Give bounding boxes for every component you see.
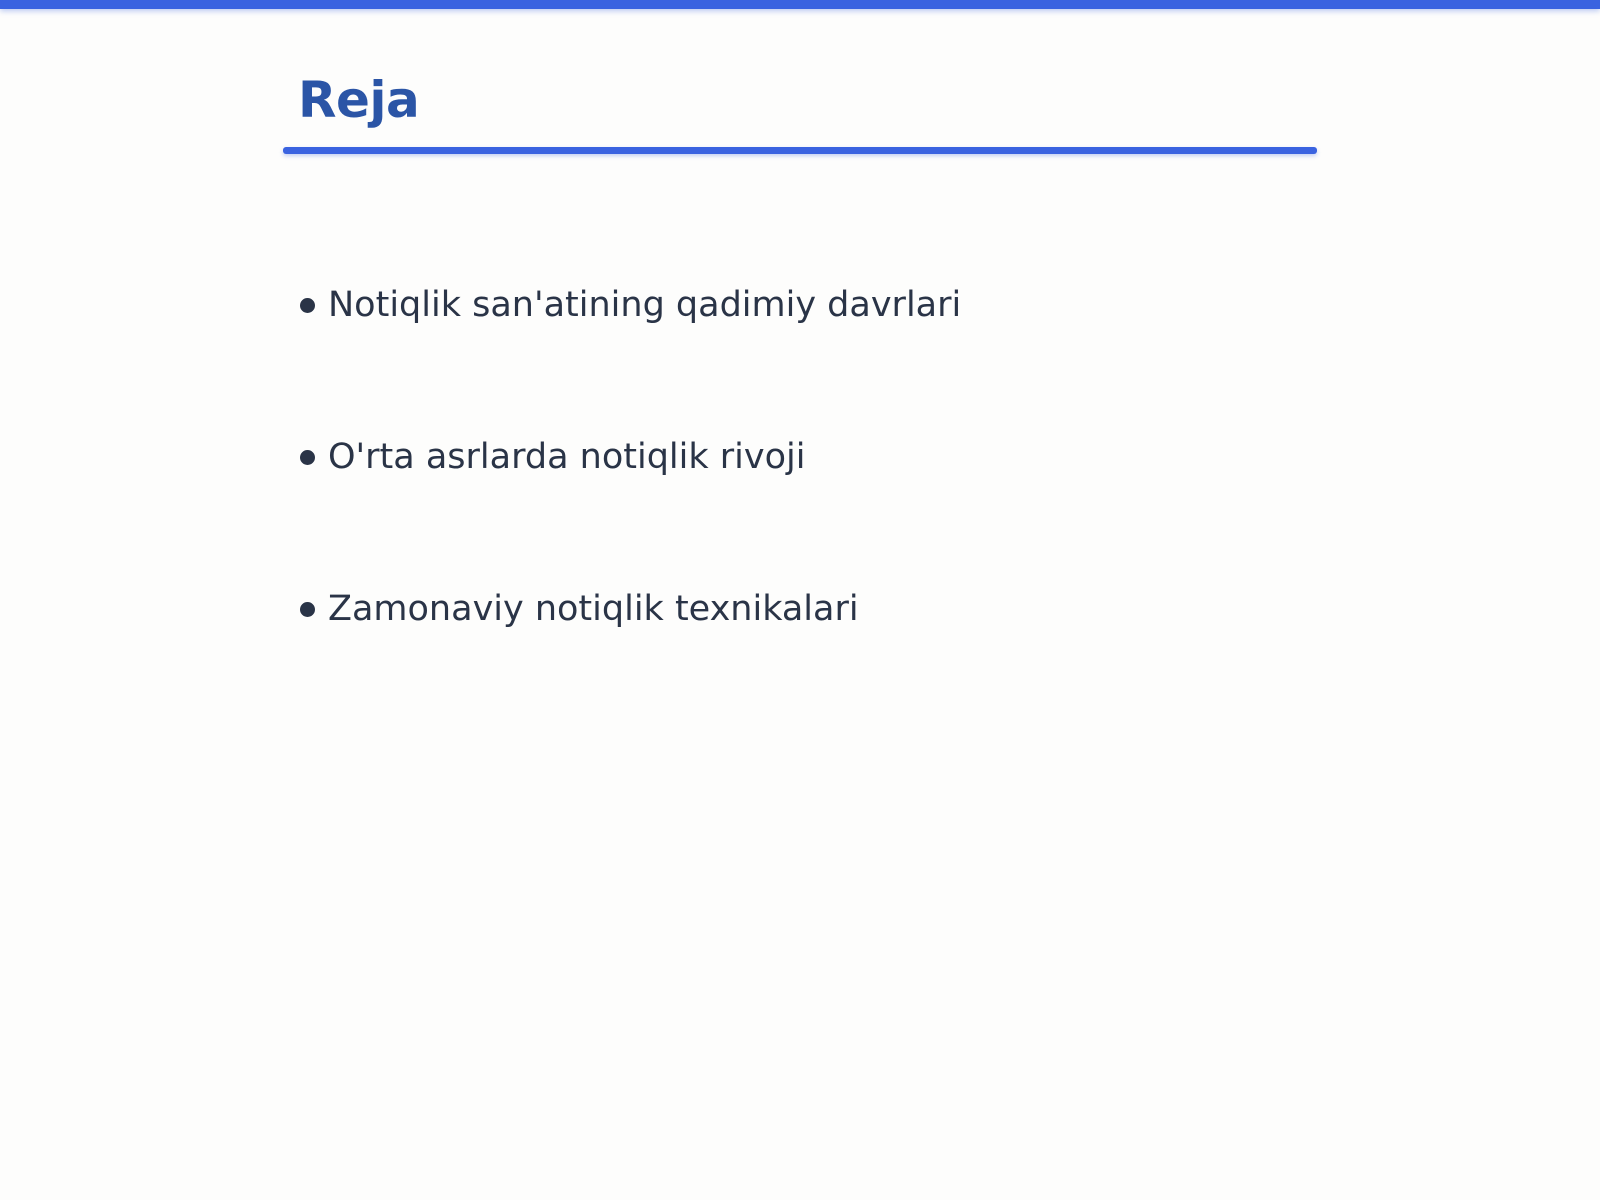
slide-content [283,0,1317,1200]
bullet-text: O'rta asrlarda notiqlik rivoji [328,437,806,477]
bullet-item [300,432,961,482]
bullet-text: Notiqlik san'atining qadimiy davrlari [328,285,962,325]
bullet-text: Zamonaviy notiqlik texnikalari [328,589,859,629]
bullet-dot-icon [300,298,315,313]
bullet-list [300,280,961,736]
slide-title: Reja [298,71,420,129]
bullet-dot-icon [300,450,315,465]
title-underline [283,147,1317,154]
bullet-item [300,584,961,634]
bullet-item [300,280,961,330]
bullet-dot-icon [300,602,315,617]
